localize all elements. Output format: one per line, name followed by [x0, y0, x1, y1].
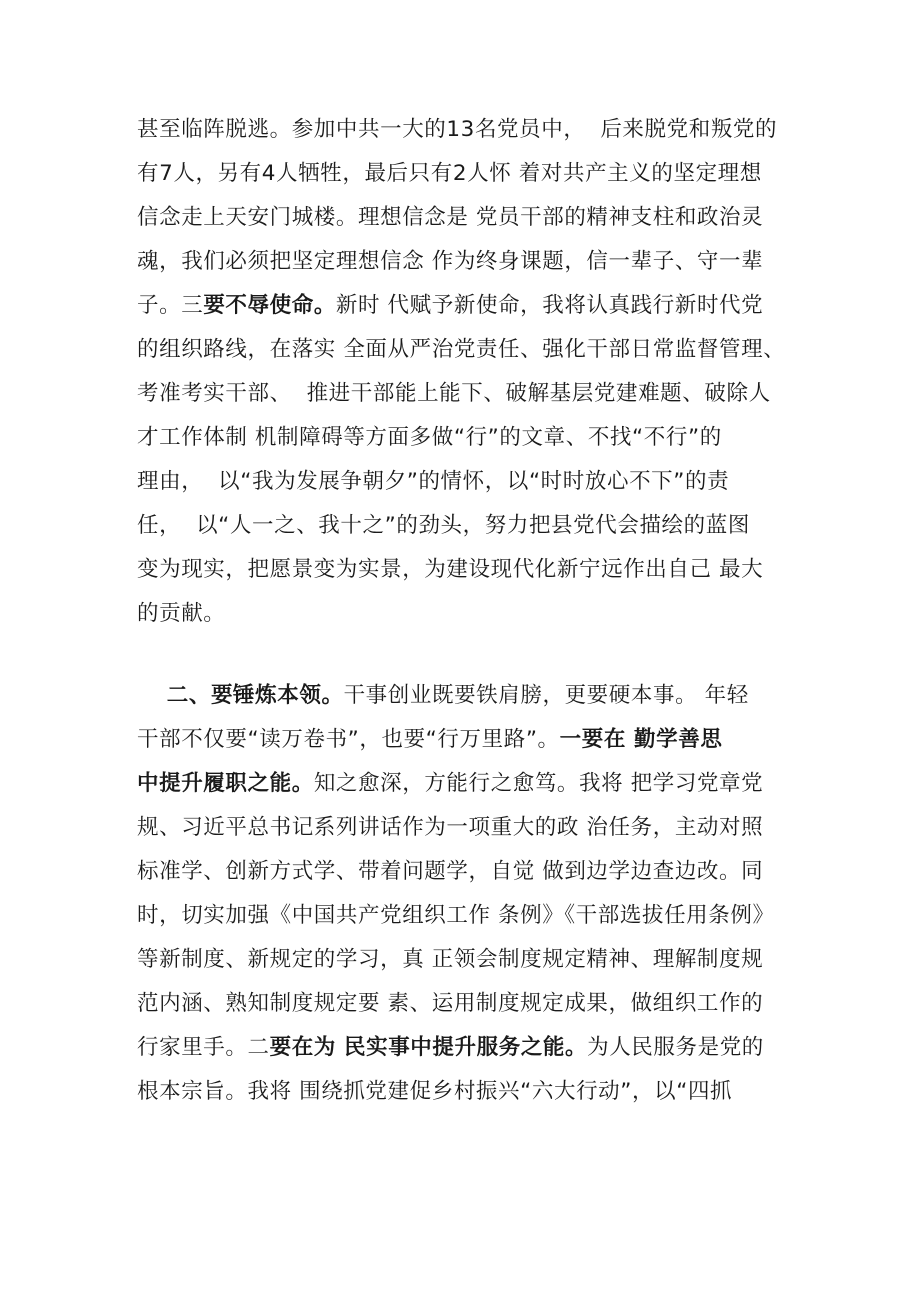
text-line: [137, 372, 789, 416]
text-line: [137, 762, 789, 806]
text-run: 等新制度、新规定的学习，真 正领会制度规定精神、理解制度规: [137, 947, 764, 972]
text-run: 任， 以“人一之、我十之”的劲头，努力把县党代会描绘的蓝图: [137, 513, 750, 538]
text-run: [137, 683, 167, 708]
text-run: 时，切实加强《中国共产党组织工作 条例》《干部选拔任用条例》: [137, 903, 775, 928]
text-run: 信念走上天安门城楼。理想信念是 党员干部的精神支柱和政治灵: [137, 205, 764, 230]
text-line: [137, 504, 789, 548]
text-run: 魂，我们必须把坚定理想信念 作为终身课题，信一辈子、守一辈: [137, 249, 764, 274]
text-run: 干事创业既要铁肩膀，更要硬本事。 年轻: [343, 683, 749, 708]
bold-text-run: 中提升履职之能。: [137, 771, 314, 796]
text-line: [137, 1070, 789, 1114]
text-line: [137, 982, 789, 1026]
text-line: [137, 460, 789, 504]
text-run: 新时 代赋予新使命，我将认真践行新时代党: [335, 293, 764, 318]
text-line: [137, 240, 789, 284]
text-line: [137, 806, 789, 850]
text-line: [137, 674, 789, 718]
text-line: [137, 416, 789, 460]
text-run: 标准学、创新方式学、带着问题学，自觉 做到边学边查边改。同: [137, 859, 764, 884]
text-line: [137, 108, 789, 152]
text-line: [137, 1026, 789, 1070]
text-line: [137, 152, 789, 196]
text-run: 范内涵、熟知制度规定要 素、运用制度规定成果，做组织工作的: [137, 991, 764, 1016]
text-run: 干部不仅要“读万卷书”，也要“行万里路”。: [137, 727, 560, 752]
text-line: [137, 592, 789, 636]
text-line: [137, 196, 789, 240]
bold-text-run: 要在为 民实事中提升服务之能。: [269, 1035, 588, 1060]
text-line: [137, 328, 789, 372]
text-run: 规、习近平总书记系列讲话作为一项重大的政 治任务，主动对照: [137, 815, 764, 840]
text-run: 根本宗旨。我将 围绕抓党建促乡村振兴“六大行动”，以“四抓: [137, 1079, 733, 1104]
text-run: 变为现实，把愿景变为实景，为建设现代化新宁远作出自己 最大: [137, 557, 764, 582]
text-line: [137, 284, 789, 328]
text-run: 知之愈深，方能行之愈笃。我将 把学习党章党: [313, 771, 764, 796]
text-run: 才工作体制 机制障碍等方面多做“行”的文章、不找“不行”的: [137, 425, 722, 450]
text-run: 的组织路线，在落实 全面从严治党责任、强化干部日常监督管理、: [137, 337, 786, 362]
text-run: 子。三: [137, 293, 204, 318]
text-run: 为人民服务是党的: [587, 1035, 764, 1060]
text-line: [137, 718, 789, 762]
text-run: 有7人，另有4人牺牲，最后只有2人怀 着对共产主义的坚定理想: [137, 161, 762, 186]
text-run: 甚至临阵脱逃。参加中共一大的13名党员中， 后来脱党和叛党的: [137, 117, 778, 142]
bold-text-run: 二、要锤炼本领。: [166, 683, 344, 708]
bold-text-run: 一要在 勤学善思: [559, 727, 723, 752]
text-run: 行家里手。二: [137, 1035, 270, 1060]
text-line: [137, 850, 789, 894]
text-line: [137, 938, 789, 982]
text-line: [137, 894, 789, 938]
text-run: 考准考实干部、 推进干部能上能下、破解基层党建难题、破除人: [137, 381, 771, 406]
text-run: 理由， 以“我为发展争朝夕”的情怀，以“时时放心不下”的责: [137, 469, 730, 494]
text-run: 的贡献。: [137, 601, 226, 626]
text-line: [137, 548, 789, 592]
bold-text-run: 要不辱使命。: [203, 293, 336, 318]
